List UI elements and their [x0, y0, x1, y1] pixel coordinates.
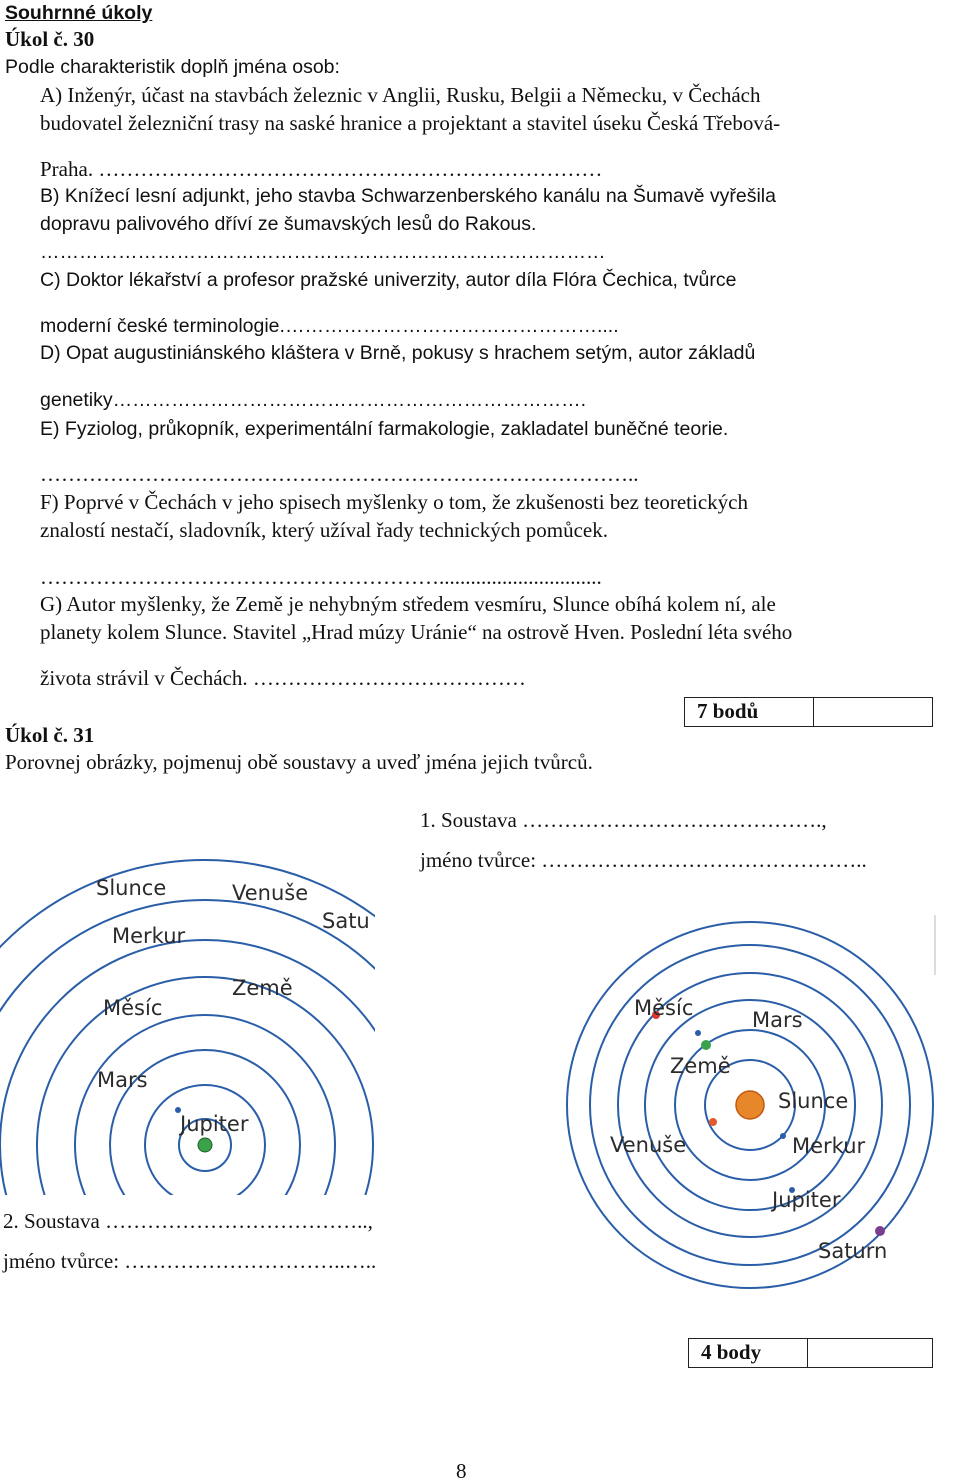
page-number: 8	[456, 1459, 467, 1483]
label-jupiter: Jupiter	[180, 1112, 249, 1136]
item-f-answer: …………………………………………………...............................	[40, 565, 602, 589]
item-f-line-1: F) Poprvé v Čechách v jeho spisech myšlenky o tom, že zkušenosti bez teoretických	[40, 490, 748, 514]
label-saturn: Saturn	[818, 1239, 888, 1263]
orbit-7	[0, 900, 375, 1195]
label-saturn: Satu	[322, 909, 370, 933]
item-c-line-2: moderní české terminologie.…………………………………………....	[40, 315, 619, 337]
saturn-dot	[875, 1226, 885, 1236]
label-jupiter: Jupiter	[772, 1188, 841, 1212]
label-venus: Venuše	[232, 881, 309, 905]
label-venus: Venuše	[610, 1133, 687, 1157]
points-score-field[interactable]	[807, 1339, 932, 1367]
mercury-dot	[780, 1133, 786, 1139]
system2-label: 2. Soustava ………………………………..,	[3, 1209, 373, 1233]
item-a-answer: Praha. ………………………………………………………………	[40, 157, 603, 181]
points-box-task30	[684, 697, 933, 727]
points-box-task31	[688, 1338, 933, 1368]
label-earth: Země	[232, 976, 293, 1000]
item-a-line-2: budovatel železniční trasy na saské hranice a projektant a stavitel úseku Česká Třebová-	[40, 111, 781, 135]
task30-heading: Úkol č. 30	[5, 27, 95, 51]
label-earth: Země	[670, 1054, 731, 1078]
label-mercury: Merkur	[112, 924, 186, 948]
item-e-line-1: E) Fyziolog, průkopník, experimentální farmakologie, zakladatel buněčné teorie.	[40, 418, 729, 440]
earth-dot	[701, 1040, 711, 1050]
points-label: 7 bodů	[697, 699, 759, 723]
label-moon: Měsíc	[103, 996, 163, 1020]
system1-author: jméno tvůrce: ………………………………………..	[420, 848, 867, 872]
points-score-field[interactable]	[813, 698, 932, 726]
system1-label: 1. Soustava …………………………………….,	[420, 808, 827, 832]
label-sun: Slunce	[778, 1089, 849, 1113]
item-c-line-1: C) Doktor lékařství a profesor pražské univerzity, autor díla Flóra Čechica, tvůrce	[40, 269, 737, 291]
item-b-line-2: dopravu palivového dříví ze šumavských lesů do Rakous.	[40, 213, 537, 235]
orbit-4	[75, 1015, 335, 1195]
task31-instruction: Porovnej obrázky, pojmenuj obě soustavy a uveď jména jejich tvůrců.	[5, 750, 593, 774]
item-f-line-2: znalostí nestačí, sladovník, který užíval řady technických pomůcek.	[40, 518, 608, 542]
earth-icon	[198, 1138, 212, 1152]
sun-icon	[736, 1091, 764, 1119]
label-sun: Slunce	[96, 876, 167, 900]
label-mercury: Merkur	[792, 1134, 866, 1158]
points-label: 4 body	[701, 1340, 762, 1364]
item-b-line-1: B) Knížecí lesní adjunkt, jeho stavba Schwarzenberského kanálu na Šumavě vyřešila	[40, 185, 776, 207]
item-a-line-1: A) Inženýr, účast na stavbách železnic v Anglii, Rusku, Belgii a Německu, v Čechách	[40, 83, 761, 107]
system2-author: jméno tvůrce: …………………………..…..	[3, 1249, 377, 1273]
label-mars: Mars	[752, 1008, 803, 1032]
moon-dot	[695, 1030, 701, 1036]
item-d-line-2: genetiky……………………………………………………………….	[40, 389, 587, 411]
venus-dot	[709, 1118, 717, 1126]
geocentric-system-diagram	[0, 855, 375, 1195]
item-d-line-1: D) Opat augustiniánského kláštera v Brně, pokusy s hrachem setým, autor základů	[40, 342, 756, 364]
label-mars: Mars	[97, 1068, 148, 1092]
heliocentric-system-diagram	[560, 915, 940, 1295]
task31-heading: Úkol č. 31	[5, 723, 95, 747]
label-moon: Měsíc	[634, 996, 694, 1020]
item-g-line-3: života strávil v Čechách. …………………………………	[40, 666, 526, 690]
item-g-line-2: planety kolem Slunce. Stavitel „Hrad múzy Uránie“ na ostrově Hven. Poslední léta svého	[40, 620, 793, 644]
section-title: Souhrnné úkoly	[5, 2, 153, 24]
task30-instruction: Podle charakteristik doplň jména osob:	[5, 56, 340, 78]
item-g-line-1: G) Autor myšlenky, že Země je nehybným středem vesmíru, Slunce obíhá kolem ní, ale	[40, 592, 776, 616]
item-b-answer: ……………………………………………………………………………	[40, 241, 606, 263]
orbit-8	[0, 860, 375, 1195]
item-e-answer: …………………………………………………………………………..	[40, 462, 639, 486]
